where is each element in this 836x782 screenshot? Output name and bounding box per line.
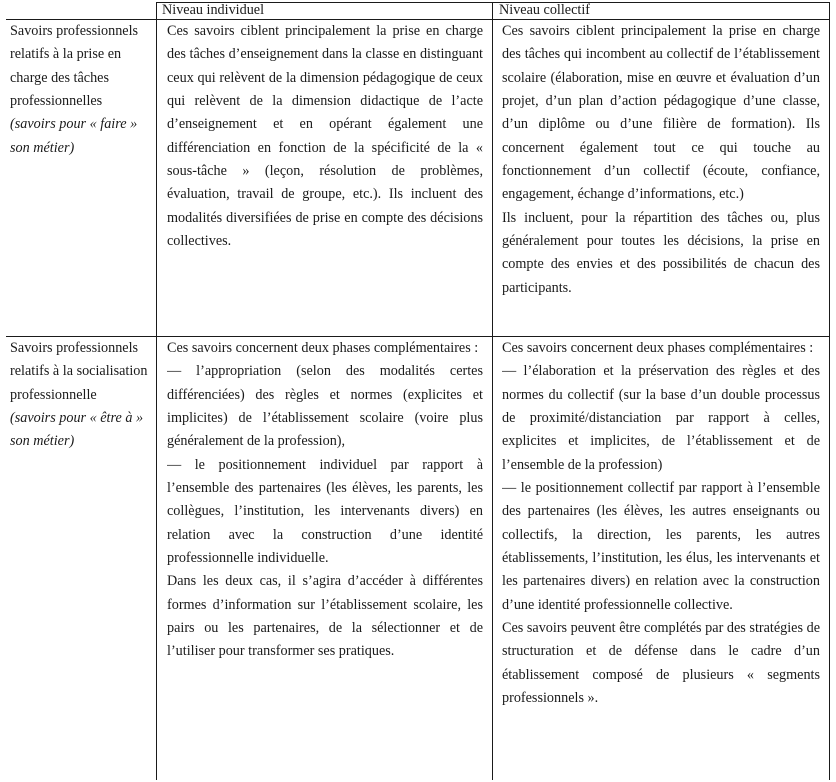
row-2-label-cell bbox=[10, 337, 150, 777]
row-2-collective-item-2: — le positionnement collectif par rapport à l’ensemble des partenaires (les élèves, les autres enseignants ou collectifs, la direction, les parents, les autres établissements, l’institution, les élus, les intervenants et les partenaires divers) en relation avec la construction d’une identité professionnelle collective. bbox=[502, 480, 820, 613]
column-divider-2 bbox=[492, 2, 493, 780]
row-2-collective-item-1: — l’élaboration et la préservation des règles et des normes du collectif (sur la base d’un double processus de proximité/distanciation par rapport à celles, explicites et implicites, de l’établissement et de l’ensemble de la profession) bbox=[502, 363, 820, 473]
column-divider-1 bbox=[156, 2, 157, 780]
table-right-border bbox=[829, 2, 830, 780]
row-1-collective-text-1: Ces savoirs ciblent principalement la prise en charge des tâches qui incombent au collectif de l’établissement scolaire (élaboration, mise en œuvre et évaluation d’un projet, d’un plan d’action pédagogique d’une classe, d’un diplôme ou d’une filière de formation). Ils concernent également tout ce qui touche au fonctionnement d’un collectif (écoute, confiance, engagement, échange d’informations, etc.) bbox=[502, 23, 820, 203]
row-1-label-cell bbox=[10, 20, 150, 335]
row-2-individual-conclusion: Dans les deux cas, il s’agira d’accéder à différentes formes d’information sur l’établissement scolaire, les pairs ou les partenaires, de la sélectionner et de l’utiliser pour transformer ses pratiques. bbox=[167, 573, 483, 660]
row-1-individual-cell bbox=[167, 20, 483, 335]
row-2-individual-item-1: — l’appropriation (selon des modalités certes différenciées) des règles et normes (explicites et implicites) de l’établissement scolaire (voire plus généralement de la profession), bbox=[167, 363, 483, 450]
row-2-collective-conclusion: Ces savoirs peuvent être complétés par des stratégies de structuration et de défense dans le cadre d’un établissement composé de plusieurs « segments professionnels ». bbox=[502, 620, 820, 707]
row-1-individual-text: Ces savoirs ciblent principalement la prise en charge des tâches d’enseignement dans la classe en distinguant ceux qui relèvent de la dimension pédagogique de ceux qui relèvent de la dimension didactique de l’acte d’enseignement et en opérant également une différenciation en fonction de la spécificité de la « sous-tâche » (leçon, résolution de problèmes, évaluation, travail de groupe, etc.). Ils incluent des modalités diversifiées de prise en compte des décisions collectives. bbox=[167, 23, 483, 250]
row-1-label-note: (savoirs pour « faire » son métier) bbox=[10, 116, 138, 156]
row-2-label: Savoirs professionnels relatifs à la socialisation professionnelle bbox=[10, 340, 148, 403]
row-2-individual-intro: Ces savoirs concernent deux phases complémentaires : bbox=[167, 340, 479, 356]
row-1-collective-text-2: Ils incluent, pour la répartition des tâches ou, plus généralement pour toutes les décisions, la prise en compte des envies et des possibilités de chacun des participants. bbox=[502, 209, 820, 296]
header-individual: Niveau individuel bbox=[162, 2, 265, 18]
row-2-individual-item-2: — le positionnement individuel par rapport à l’ensemble des partenaires (les élèves, les parents, les collègues, l’institution, les intervenants divers) en relation avec la construction d’une identité professionnelle individuelle. bbox=[167, 456, 483, 567]
row-2-individual-cell bbox=[167, 337, 483, 777]
row-2-collective-intro: Ces savoirs concernent deux phases complémentaires : bbox=[502, 340, 814, 356]
row-2-collective-cell bbox=[502, 337, 820, 777]
row-1-label: Savoirs professionnels relatifs à la prise en charge des tâches professionnelles bbox=[10, 23, 139, 110]
knowledge-table bbox=[6, 2, 830, 780]
header-collective: Niveau collectif bbox=[499, 2, 590, 18]
row-2-label-note: (savoirs pour « être à » son métier) bbox=[10, 410, 144, 450]
row-1-collective-cell bbox=[502, 20, 820, 335]
